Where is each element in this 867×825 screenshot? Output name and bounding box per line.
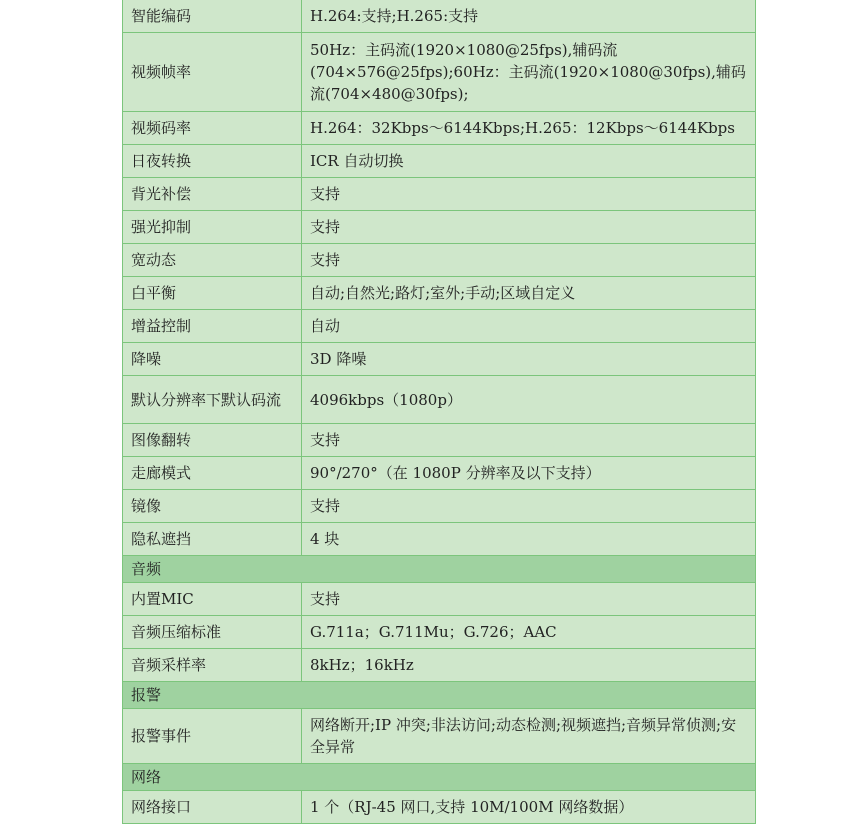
spec-label: 隐私遮挡: [123, 523, 302, 556]
spec-label: 白平衡: [123, 277, 302, 310]
spec-label: 报警事件: [123, 709, 302, 764]
spec-label: 强光抑制: [123, 211, 302, 244]
spec-row: [123, 112, 756, 145]
spec-row: [123, 457, 756, 490]
spec-label: 日夜转换: [123, 145, 302, 178]
spec-label: 背光补偿: [123, 178, 302, 211]
spec-value: 自动: [302, 310, 756, 343]
spec-label: 视频码率: [123, 112, 302, 145]
spec-row: [123, 424, 756, 457]
spec-label: 视频帧率: [123, 33, 302, 112]
spec-label: 默认分辨率下默认码流: [123, 376, 302, 424]
spec-value: H.264:支持;H.265:支持: [302, 0, 756, 33]
spec-label: 镜像: [123, 490, 302, 523]
spec-value: 50Hz：主码流(1920×1080@25fps),辅码流(704×576@25fps);60Hz：主码流(1920×1080@30fps),辅码流(704×480@30fps);: [302, 33, 756, 112]
spec-row: [123, 343, 756, 376]
spec-value: H.264：32Kbps～6144Kbps;H.265：12Kbps～6144Kbps: [302, 112, 756, 145]
spec-row: [123, 211, 756, 244]
section-title: 报警: [123, 682, 756, 709]
spec-label: 宽动态: [123, 244, 302, 277]
spec-value: 4096kbps（1080p）: [302, 376, 756, 424]
spec-table: [122, 0, 756, 824]
spec-row: [123, 376, 756, 424]
spec-row: [123, 490, 756, 523]
spec-label: 降噪: [123, 343, 302, 376]
spec-value: G.711a；G.711Mu；G.726；AAC: [302, 616, 756, 649]
spec-label: 增益控制: [123, 310, 302, 343]
spec-value: 自动;自然光;路灯;室外;手动;区域自定义: [302, 277, 756, 310]
spec-label: 音频采样率: [123, 649, 302, 682]
spec-value: 网络断开;IP 冲突;非法访问;动态检测;视频遮挡;音频异常侦测;安全异常: [302, 709, 756, 764]
spec-label: 智能编码: [123, 0, 302, 33]
spec-row: [123, 310, 756, 343]
spec-label: 内置MIC: [123, 583, 302, 616]
spec-row: [123, 791, 756, 824]
spec-row: [123, 649, 756, 682]
section-header-row: [123, 556, 756, 583]
spec-row: [123, 277, 756, 310]
spec-value: 3D 降噪: [302, 343, 756, 376]
spec-row: [123, 0, 756, 33]
spec-value: 90°/270°（在 1080P 分辨率及以下支持）: [302, 457, 756, 490]
spec-row: [123, 244, 756, 277]
section-title: 音频: [123, 556, 756, 583]
spec-value: 支持: [302, 211, 756, 244]
spec-row: [123, 178, 756, 211]
spec-row: [123, 33, 756, 112]
section-header-row: [123, 764, 756, 791]
spec-row: [123, 616, 756, 649]
spec-value: 4 块: [302, 523, 756, 556]
spec-row: [123, 583, 756, 616]
spec-label: 图像翻转: [123, 424, 302, 457]
spec-label: 音频压缩标准: [123, 616, 302, 649]
spec-row: [123, 709, 756, 764]
spec-value: 支持: [302, 178, 756, 211]
spec-value: 支持: [302, 583, 756, 616]
spec-value: 8kHz；16kHz: [302, 649, 756, 682]
spec-value: 支持: [302, 424, 756, 457]
spec-value: 支持: [302, 244, 756, 277]
spec-row: [123, 523, 756, 556]
spec-value: 支持: [302, 490, 756, 523]
section-title: 网络: [123, 764, 756, 791]
spec-value: 1 个（RJ-45 网口,支持 10M/100M 网络数据）: [302, 791, 756, 824]
spec-row: [123, 145, 756, 178]
spec-label: 走廊模式: [123, 457, 302, 490]
spec-label: 网络接口: [123, 791, 302, 824]
spec-value: ICR 自动切换: [302, 145, 756, 178]
section-header-row: [123, 682, 756, 709]
